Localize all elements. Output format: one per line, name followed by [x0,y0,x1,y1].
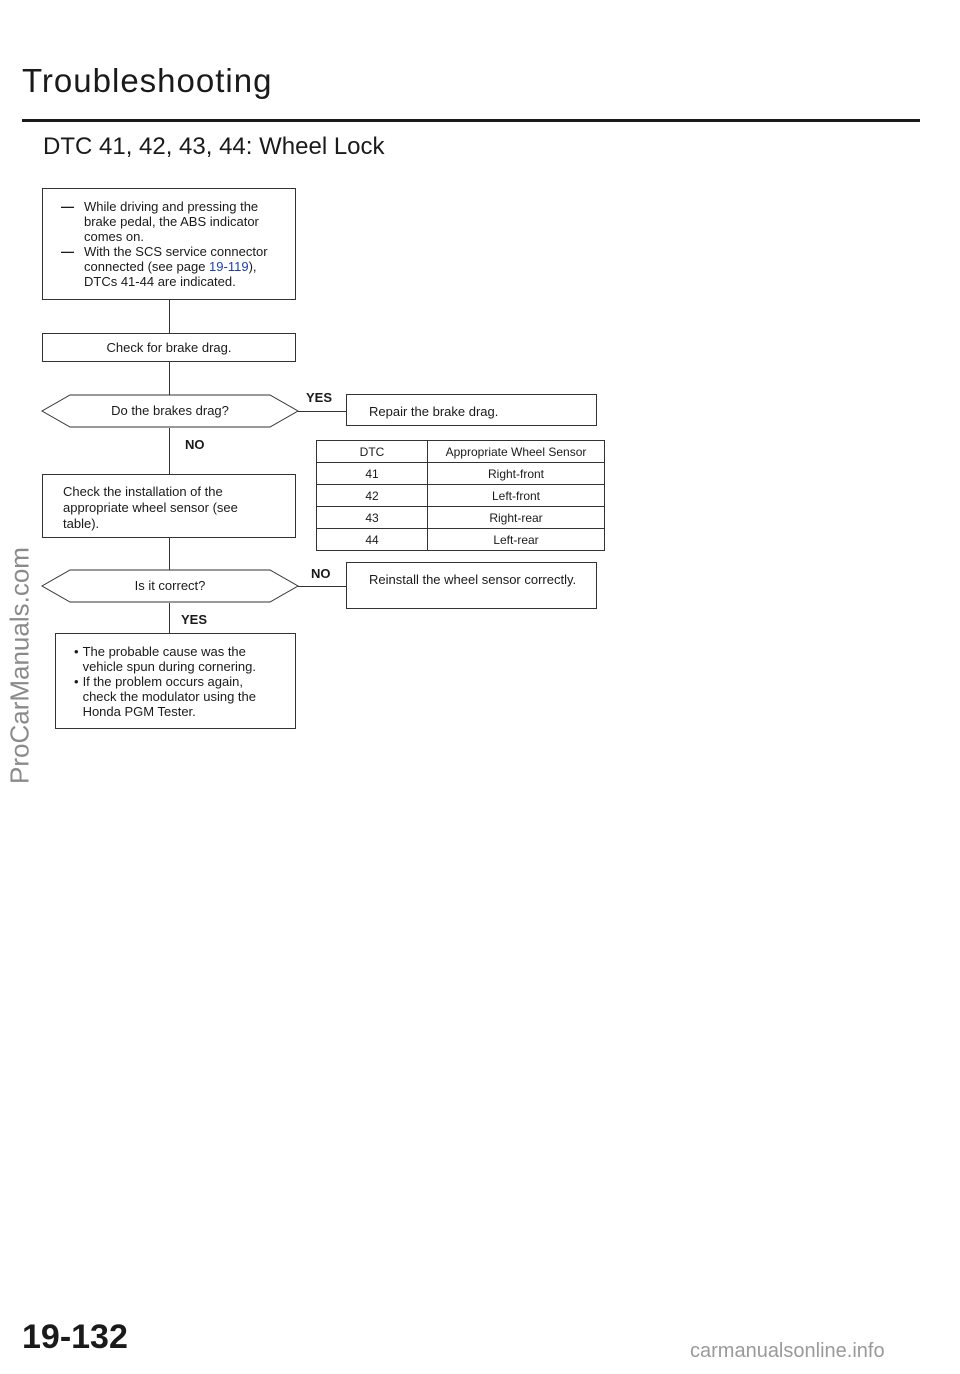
connector-line [169,300,170,333]
yes-label: YES [181,612,208,627]
connector-line [298,586,346,587]
check-brake-drag-box: Check for brake drag. [42,333,296,362]
cause-item-1: • The probable cause was the vehicle spun during cornering. [74,644,256,674]
page-title: Troubleshooting [22,62,273,99]
decision-2-text: Is it correct? [134,578,206,593]
repair-brake-drag-box: Repair the brake drag. [346,394,597,426]
symptom-item-1: — While driving and pressing the brake pedal, the ABS indicator comes on. [61,199,259,244]
bullet-icon: • [74,644,79,659]
page-number: 19-132 [22,1318,128,1356]
yes-label: YES [306,390,333,405]
connector-line [169,538,170,570]
connector-line [169,428,170,474]
table-row [317,485,605,507]
table-header-sensor: Appropriate Wheel Sensor [428,441,605,463]
section-subtitle: DTC 41, 42, 43, 44: Wheel Lock [43,133,385,160]
bullet-icon: • [74,674,79,689]
page-link-19-119[interactable]: 19-119 [209,259,249,274]
symptom-box [42,188,296,300]
check-installation-box: Check the installation of the appropriate wheel sensor (see table). [42,474,296,538]
dtc-sensor-table [316,440,605,551]
table-cell-dtc: 44 [317,529,428,551]
no-label: NO [185,437,205,452]
table-cell-dtc: 42 [317,485,428,507]
table-cell-dtc: 41 [317,463,428,485]
no-label: NO [311,566,331,581]
table-header-dtc: DTC [317,441,428,463]
table-row [317,529,605,551]
table-cell-sensor: Right-rear [428,507,605,529]
table-header-row [317,441,605,463]
table-row [317,507,605,529]
footer-site: carmanualsonline.info [690,1340,885,1362]
title-rule [22,119,920,122]
decision-1-text: Do the brakes drag? [111,403,229,418]
dash-bullet-icon: — [61,199,74,214]
probable-cause-box [55,633,296,729]
reinstall-sensor-box: Reinstall the wheel sensor correctly. [346,562,597,609]
watermark-text: ProCarManuals.com [4,547,35,784]
table-cell-dtc: 43 [317,507,428,529]
table-cell-sensor: Right-front [428,463,605,485]
table-row [317,463,605,485]
table-cell-sensor: Left-front [428,485,605,507]
connector-line [169,362,170,395]
cause-item-2: • If the problem occurs again, check the modulator using the Honda PGM Tester. [74,674,256,719]
symptom-item-2: — With the SCS service connector connected (see page 19-119), DTCs 41-44 are indicated. [61,244,268,289]
dash-bullet-icon: — [61,244,74,259]
connector-line [298,411,346,412]
table-cell-sensor: Left-rear [428,529,605,551]
connector-line [169,603,170,633]
